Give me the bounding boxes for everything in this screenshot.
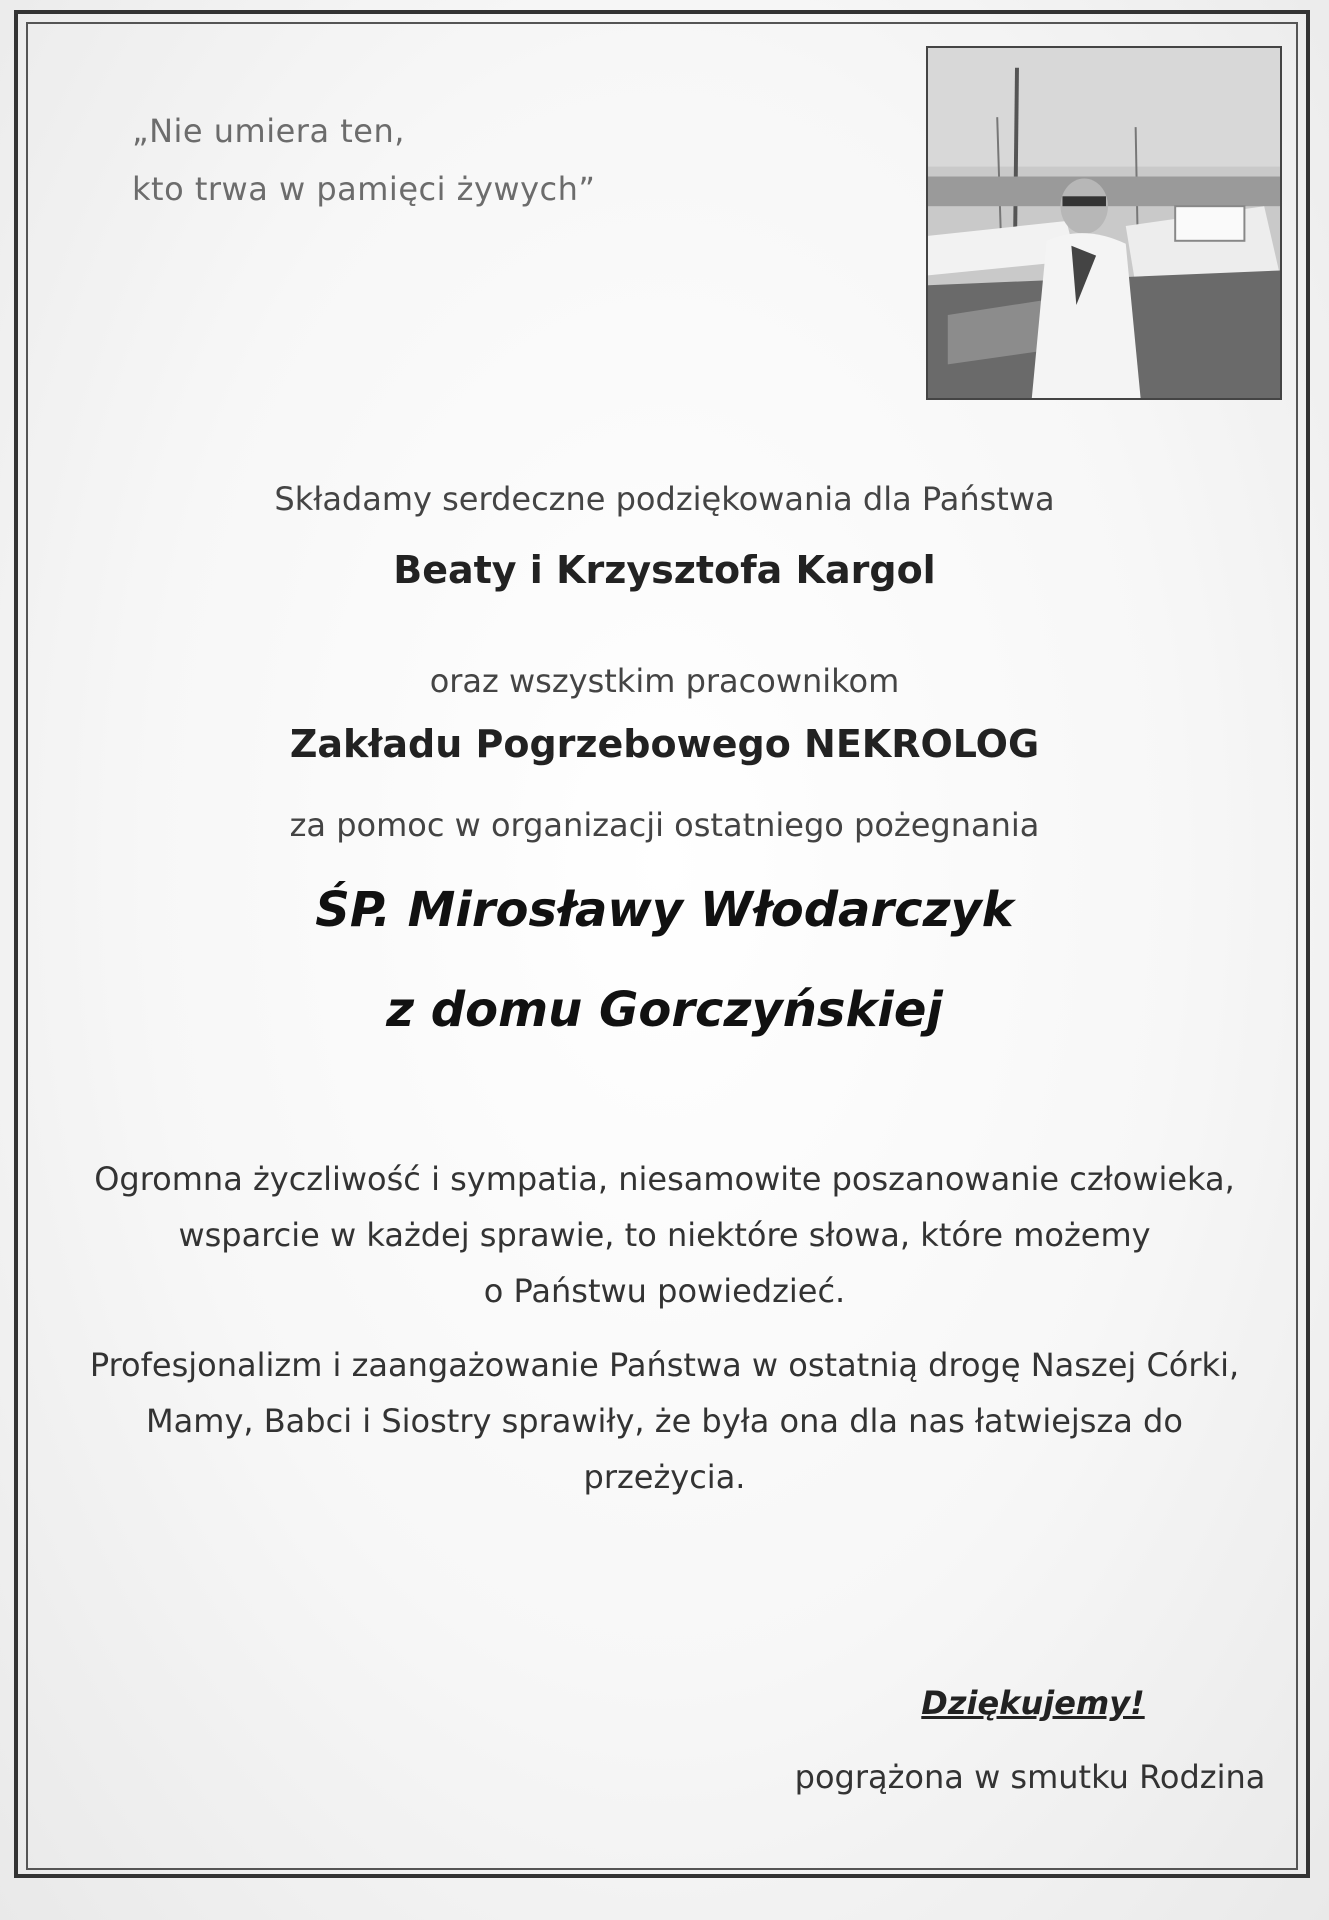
portrait-photo [926,46,1282,400]
company-name: Zakładu Pogrzebowego NEKROLOG [289,722,1040,766]
paragraph-1-line-1: Ogromna życzliwość i sympatia, niesamowite poszanowanie człowieka, [94,1160,1235,1198]
paragraph-2-line-2: Mamy, Babci i Siostry sprawiły, że była ona dla nas łatwiejsza do [146,1402,1183,1440]
motto-quote [132,102,595,218]
and-staff-line: oraz wszystkim pracownikom [429,662,900,700]
paragraph-1-line-3: o Państwu powiedzieć. [483,1272,846,1310]
motto-line-2: kto trwa w pamięci żywych” [132,170,596,208]
family-name: Beaty i Krzysztofa Kargol [393,548,936,592]
marina-photo-illustration [928,48,1280,398]
deceased-maiden-name: z domu Gorczyńskiej [386,982,943,1038]
closing-signature: pogrążona w smutku Rodzina [794,1758,1266,1796]
thanks-intro: Składamy serdeczne podziękowania dla Państwa [274,480,1055,518]
closing-thanks: Dziękujemy! [921,1684,1145,1722]
deceased-name: ŚP. Mirosławy Włodarczyk [315,882,1014,938]
paragraph-2-line-1: Profesjonalizm i zaangażowanie Państwa w ostatnią drogę Naszej Córki, [89,1346,1240,1384]
motto-line-1: „Nie umiera ten, [132,112,405,150]
for-help-line: za pomoc w organizacji ostatniego pożegnania [289,806,1040,844]
paragraph-1-line-2: wsparcie w każdej sprawie, to niektóre słowa, które możemy [178,1216,1151,1254]
paragraph-2-line-3: przeżycia. [583,1458,746,1496]
